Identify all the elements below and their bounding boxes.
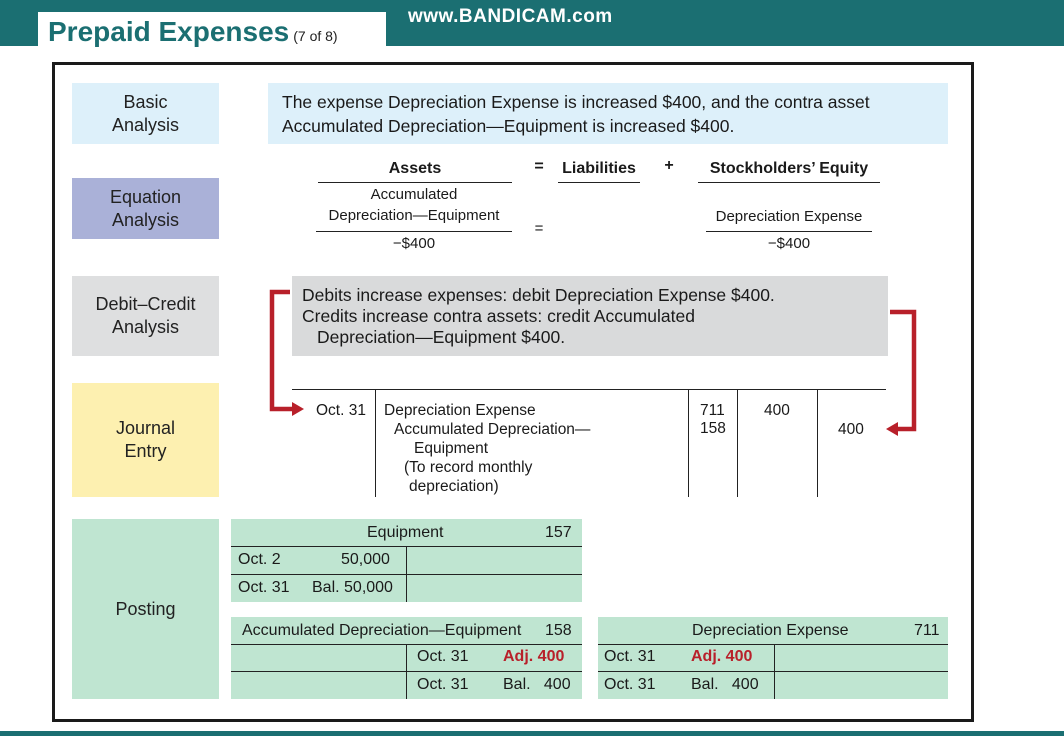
equipment-account-number: 157 [545,524,572,541]
journal-divider-4 [817,389,818,497]
journal-divider-3 [737,389,738,497]
asset-account-line1: Accumulated [370,186,458,203]
equipment-row1-date: Oct. 2 [238,551,281,568]
equity-heading: Stockholders’ Equity [709,160,869,177]
equity-heading-rule [698,182,880,183]
debit-credit-label-line1: Debit–Credit [95,294,196,314]
equation-label-line1: Equation [109,186,182,207]
journal-label-line1: Journal [115,418,176,438]
debit-credit-text [292,276,888,356]
assets-heading: Assets [388,160,442,177]
liabilities-heading-rule [558,182,640,183]
equipment-row2-balance: Bal. 50,000 [312,579,393,596]
journal-label-line2: Entry [124,441,167,461]
journal-explanation-line2: depreciation) [409,478,499,495]
asset-account-rule [316,231,512,232]
dep-expense-row1-adjustment: Adj. 400 [691,648,753,665]
journal-credit-account-line2: Equipment [414,440,489,457]
equipment-row2-date: Oct. 31 [238,579,290,596]
accum-dep-row2-date: Oct. 31 [417,676,469,693]
right-arrow-icon [880,304,924,438]
slide-counter: (7 of 8) [293,28,338,44]
journal-entry-label [72,383,219,497]
equation-label-line2: Analysis [111,209,180,230]
journal-debit-amount: 400 [764,402,790,419]
watermark: www.BANDICAM.com [408,6,613,27]
dep-expense-account-name: Depreciation Expense [692,622,849,639]
journal-credit-amount: 400 [838,421,864,438]
dep-expense-row-rule [598,671,948,672]
dep-expense-header-rule [598,644,948,645]
accum-dep-row2-balance: Bal. 400 [503,676,571,693]
liabilities-heading: Liabilities [562,160,636,177]
journal-top-rule [292,389,886,390]
debit-credit-line3: Depreciation—Equipment $400. [317,327,566,347]
journal-ref-credit: 158 [700,420,726,437]
dep-expense-account-number: 711 [914,622,940,639]
asset-amount: −$400 [392,235,436,252]
title-text: Prepaid Expenses [48,16,290,47]
journal-debit-account: Depreciation Expense [384,402,536,419]
accum-dep-account-number: 158 [545,622,572,639]
equity-amount: −$400 [767,235,811,252]
accum-dep-row1-adjustment: Adj. 400 [503,648,565,665]
assets-heading-rule [318,182,512,183]
journal-credit-account-line1: Accumulated Depreciation— [394,421,591,438]
footer-band [0,731,1064,736]
left-arrow-icon [262,286,310,418]
basic-label-line1: Basic [123,91,168,112]
basic-analysis-label [72,83,219,144]
journal-ref-debit: 711 [700,402,725,419]
equity-account: Depreciation Expense [715,208,863,225]
journal-divider-1 [375,389,376,497]
debit-credit-line1: Debits increase expenses: debit Depreciation Expense $400. [302,285,775,305]
basic-analysis-line1: The expense Depreciation Expense is increased $400, and the contra asset [282,92,870,112]
basic-analysis-line2: Accumulated Depreciation—Equipment is increased $400. [282,116,735,136]
equity-account-rule [706,231,872,232]
plus-sign: + [664,157,674,174]
debit-credit-analysis-label [72,276,219,356]
dep-expense-row2-date: Oct. 31 [604,676,656,693]
accum-dep-account-name: Accumulated Depreciation—Equipment [242,622,522,639]
accum-dep-row-rule [231,671,582,672]
row-equals-sign: = [534,220,544,237]
asset-account-line2: Depreciation—Equipment [328,207,500,224]
journal-explanation-line1: (To record monthly [404,459,533,476]
journal-divider-2 [688,389,689,497]
debit-credit-label-line2: Analysis [111,317,179,337]
dep-expense-row2-balance: Bal. 400 [691,676,759,693]
equation-analysis-label [72,178,219,239]
posting-label-text: Posting [115,598,176,619]
basic-label-line2: Analysis [111,114,180,135]
equipment-account-name: Equipment [367,524,444,541]
journal-date: Oct. 31 [316,402,366,419]
page-title [48,16,338,48]
basic-analysis-text [268,83,948,144]
accum-dep-row1-date: Oct. 31 [417,648,469,665]
posting-label [72,519,219,699]
equipment-row1-amount: 50,000 [341,551,390,568]
dep-expense-row1-date: Oct. 31 [604,648,656,665]
equals-sign: = [534,158,544,175]
debit-credit-line2: Credits increase contra assets: credit Accumulated [302,306,695,326]
equipment-row-rule [231,574,582,575]
